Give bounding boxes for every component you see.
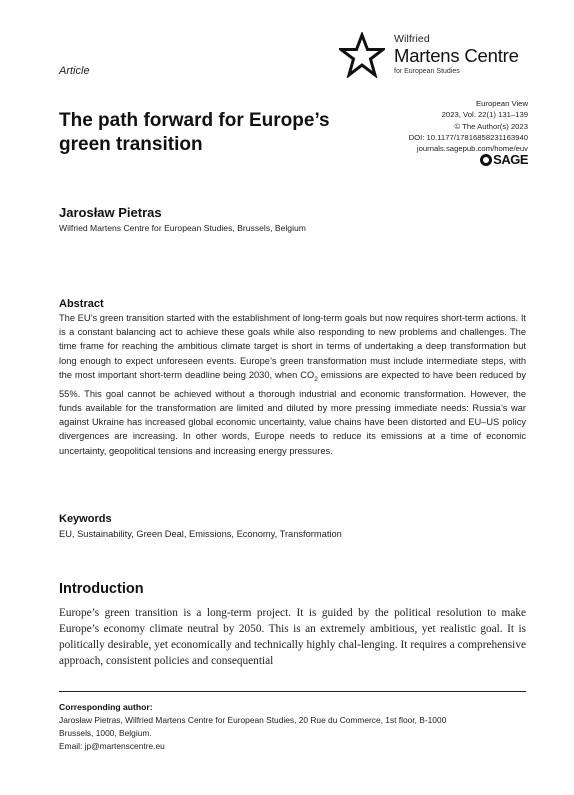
logo-line-martens-centre: Martens Centre [394, 45, 519, 66]
sage-circle-icon [480, 154, 492, 166]
corresponding-email-line[interactable]: Email: jp@martenscentre.eu [59, 741, 165, 751]
abstract-text [59, 311, 526, 458]
introduction-heading: Introduction [59, 581, 144, 597]
journal-url[interactable]: journals.sagepub.com/home/euv [416, 144, 528, 154]
introduction-text: Europe’s green transition is a long-term project. It is guided by the political resolution to make Europe’s economy climate neutral by 2050. This is an extremely ambitious, yet realistic goal. It is politically desirable, yet economically and technically highly chal-lenging. It requires a comprehensive approach, consistent policies and consequential [59, 607, 526, 667]
martens-centre-star-logo-icon [339, 32, 385, 78]
journal-name: European View [476, 99, 528, 108]
corresponding-city-line: Brussels, 1000, Belgium. [59, 728, 152, 738]
abstract-subscript: 2 [314, 375, 318, 383]
logo-line-wilfried: Wilfried [394, 33, 430, 45]
corresponding-author-heading: Corresponding author: [59, 702, 153, 712]
sage-publisher-logo [480, 152, 528, 167]
corresponding-author-details [59, 714, 529, 753]
abstract-heading: Abstract [59, 298, 104, 310]
keywords-list: EU, Sustainability, Green Deal, Emissions, Economy, Transformation [59, 529, 342, 539]
journal-doi[interactable]: DOI: 10.1177/17816858231163940 [408, 132, 528, 142]
journal-issue: 2023, Vol. 22(1) 131–139 [441, 110, 528, 120]
author-name: Jarosław Pietras [59, 205, 162, 220]
keywords-heading: Keywords [59, 513, 112, 525]
journal-copyright: © The Author(s) 2023 [454, 121, 528, 131]
sage-wordmark: SAGE [493, 152, 528, 167]
abstract-text-part2: emissions are expected to have been reduced by 55%. This goal cannot be achieved without a thorough industrial and economic transformation. However, the funds available for the transformation are limited and diluted by more pressing immediate needs: Russia’s war against Ukraine has increased global economic uncertainty, value chains have been distorted and EU–US policy divergences are increasing. In other words, Europe needs to reduce its emissions at a time of economic uncertainty, geopolitical tensions and increasing energy pressures. [59, 369, 526, 456]
author-affiliation: Wilfried Martens Centre for European Studies, Brussels, Belgium [59, 223, 306, 233]
logo-line-european-studies: for European Studies [394, 68, 460, 75]
journal-info [409, 98, 528, 154]
abstract-text-part1: The EU’s green transition started with the establishment of long-term goals but now requires short-term actions. It is a constant balancing act to achieve these goals while also responding to new problems and challenges. The time frame for reaching the ambitious climate target is short in terms of undertaking a deep transformation but long enough to expect unforeseen events. Europe’s green transformation must include intermediate steps, with the most important short-term deadline being 2030, when CO [59, 313, 526, 380]
article-type-label: Article [59, 65, 90, 77]
corresponding-address-line: Jarosław Pietras, Wilfried Martens Centre for European Studies, 20 Rue du Commerce, 1st floor, B-1000 [59, 715, 447, 725]
paper-title: The path forward for Europe’s green transition [59, 110, 330, 155]
footnote-divider [59, 691, 526, 692]
